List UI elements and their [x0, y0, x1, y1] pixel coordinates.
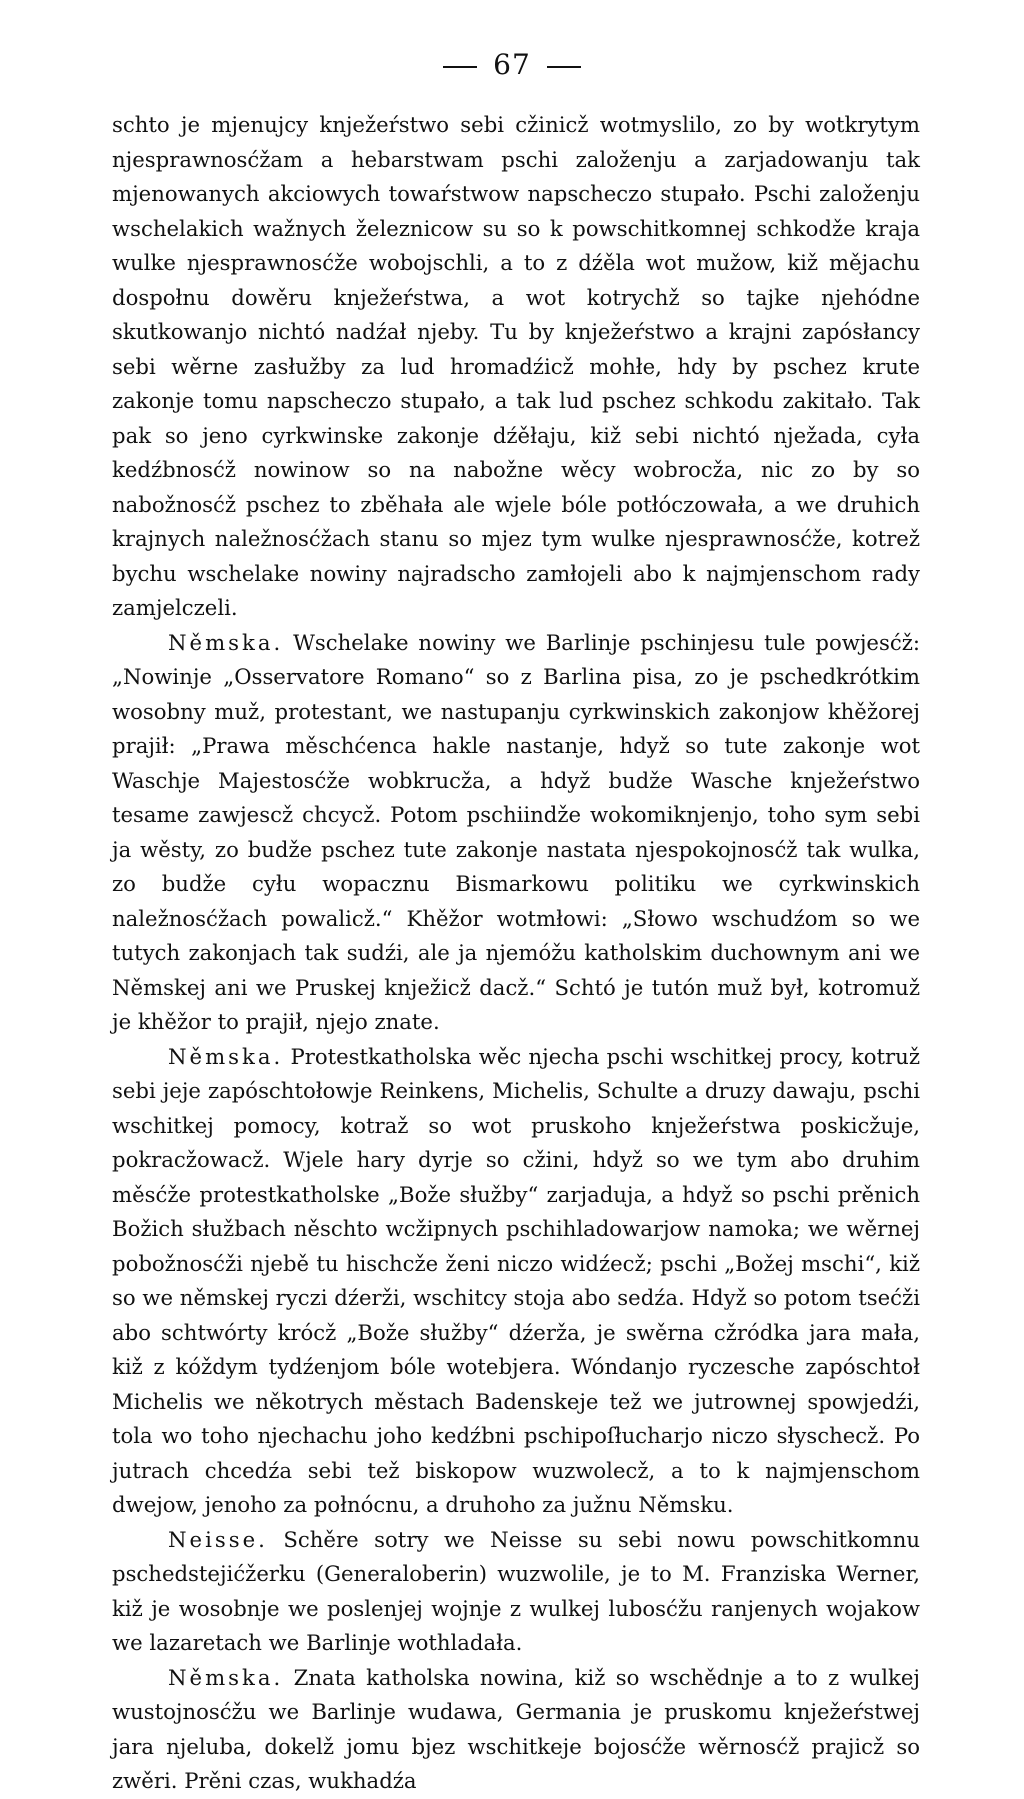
- paragraph: [112, 1040, 920, 1523]
- page-number: 67: [493, 48, 531, 81]
- paragraph: [112, 626, 920, 1040]
- header-left-dash: [443, 66, 477, 68]
- paragraph-text: Znata katholska nowina, kiž so wschědnje a to z wulkej wustojnosćžu we Barlinje wudawa, Germania je pruskomu knježeŕstwej jara njeluba, dokelž jomu bjez wschitkeje bojosćže wěrnosćž prajicž so zwěri. Prěni czas, wukhadźa: [112, 1664, 920, 1793]
- paragraph: [112, 108, 920, 626]
- paragraph-lead: Němska.: [168, 629, 284, 655]
- paragraph-lead: Němska.: [168, 1043, 284, 1069]
- paragraph-lead: Němska.: [168, 1664, 284, 1690]
- body-text: [112, 108, 920, 1799]
- paragraph-text: schto je mjenujcy knježeŕstwo sebi cžinicž wotmyslilo, zo by wotkrytym njesprawnosćžam a hebarstwam pschi založenju a zarjadowanju tak mjenowanych akciowych towaŕstwow napscheczo stupało. Pschi založenju wschelakich wažnych železnicow su so k powschitkomnej schkodže kraja wulke njesprawnosćže wobojschli, a to z dźěla wot mužow, kiž mějachu dospołnu dowěru knježeŕstwa, a wot kotrychž so tajke njehódne skutkowanjo nichtó nadźał njeby. Tu by knježeŕstwo a krajni zapósłancy sebi wěrne zasłužby za lud hromadźicž mohłe, hdy by pschez krute zakonje tomu napscheczo stupało, a tak lud pschez schkodu zakitało. Tak pak so jeno cyrkwinske zakonje dźěłaju, kiž sebi nichtó nježada, cyła kedźbnosćž nowinow so na nabožne wěcy wobrocža, nic zo by so nabožnosćž pschez to zběhała ale wjele bóle potłóczowała, a we druhich krajnych naležnosćžach stanu so mjez tym wulke njesprawnosćže, kotrež bychu wschelake nowiny najradscho zamłojeli abo k najmjenschom rady zamjelczeli.: [112, 112, 920, 620]
- paragraph-text: Protestkatholska wěc njecha pschi wschitkej procy, kotruž sebi jeje zapóschtołowje Reinkens, Michelis, Schulte a druzy dawaju, pschi wschitkej pomocy, kotraž so wot pruskoho knježeŕstwa poskicžuje, pokracžowacž. Wjele hary dyrje so cžini, hdyž so we tym abo druhim měsćže protestkatholske „Bože słužby“ zarjaduja, a hdyž so pschi prěnich Božich słužbach něschto wcžipnych pschihladowarjow namoka; we wěrnej pobožnosćži njebě tu hischcže ženi niczo widźecž; pschi „Božej mschi“, kiž so we němskej ryczi dźerži, wschitcy stoja abo sedźa. Hdyž so potom tsećži abo schtwórty krócž „Bože słužby“ dźerža, je swěrna cžródka jara mała, kiž z kóždym tydźenjom bóle wotebjera. Wóndanjo ryczesche zapóschtoł Michelis we někotrych městach Badenskeje tež we jutrownej spowjedźi, tola wo toho njechachu joho kedźbni pschipoſłucharjo niczo słyschecž. Po jutrach chcedźa sebi tež biskopow wuzwolecž, a to k najmjenschom dwejow, jenoho za połnócnu, a druhoho za južnu Němsku.: [112, 1043, 920, 1517]
- page-header: [0, 48, 1024, 81]
- paragraph-lead: Neisse.: [168, 1526, 268, 1552]
- paragraph: [112, 1523, 920, 1661]
- paragraph-text: Schěre sotry we Neisse su sebi nowu powschitkomnu pschedstejićžerku (Generaloberin) wuzwolile, je to M. Franziska Werner, kiž je wosobnje we poslenjej wojnje z wulkej lubosćžu ranjenych wojakow we lazaretach we Barlinje wothladała.: [112, 1526, 920, 1655]
- header-right-dash: [547, 66, 581, 68]
- paragraph-text: Wschelake nowiny we Barlinje pschinjesu tule powjesćž: „Nowinje „Osservatore Romano“ so z Barlina pisa, zo je pschedkrótkim wosobny muž, protestant, we nastupanju cyrkwinskich zakonjow khěžorej prajił: „Prawa měschćenca hakle nastanje, hdyž so tute zakonje wot Waschje Majestosćže wobkrucža, a hdyž budže Wasche knježeŕstwo tesame zawjescž chcycž. Potom pschiindže wokomiknjenjo, toho sym sebi ja wěsty, zo budže pschez tute zakonje nastata njespokojnosćž tak wulka, zo budže cyłu wopacznu Bismarkowu politiku we cyrkwinskich naležnosćžach powalicž.“ Khěžor wotmłowi: „Słowo wschudźom so we tutych zakonjach tak sudźi, ale ja njemóžu katholskim duchownym ani we Němskej ani we Pruskej knježicž dacž.“ Schtó je tutón muž był, kotromuž je khěžor to prajił, njejo znate.: [112, 629, 920, 1034]
- paragraph: [112, 1661, 920, 1799]
